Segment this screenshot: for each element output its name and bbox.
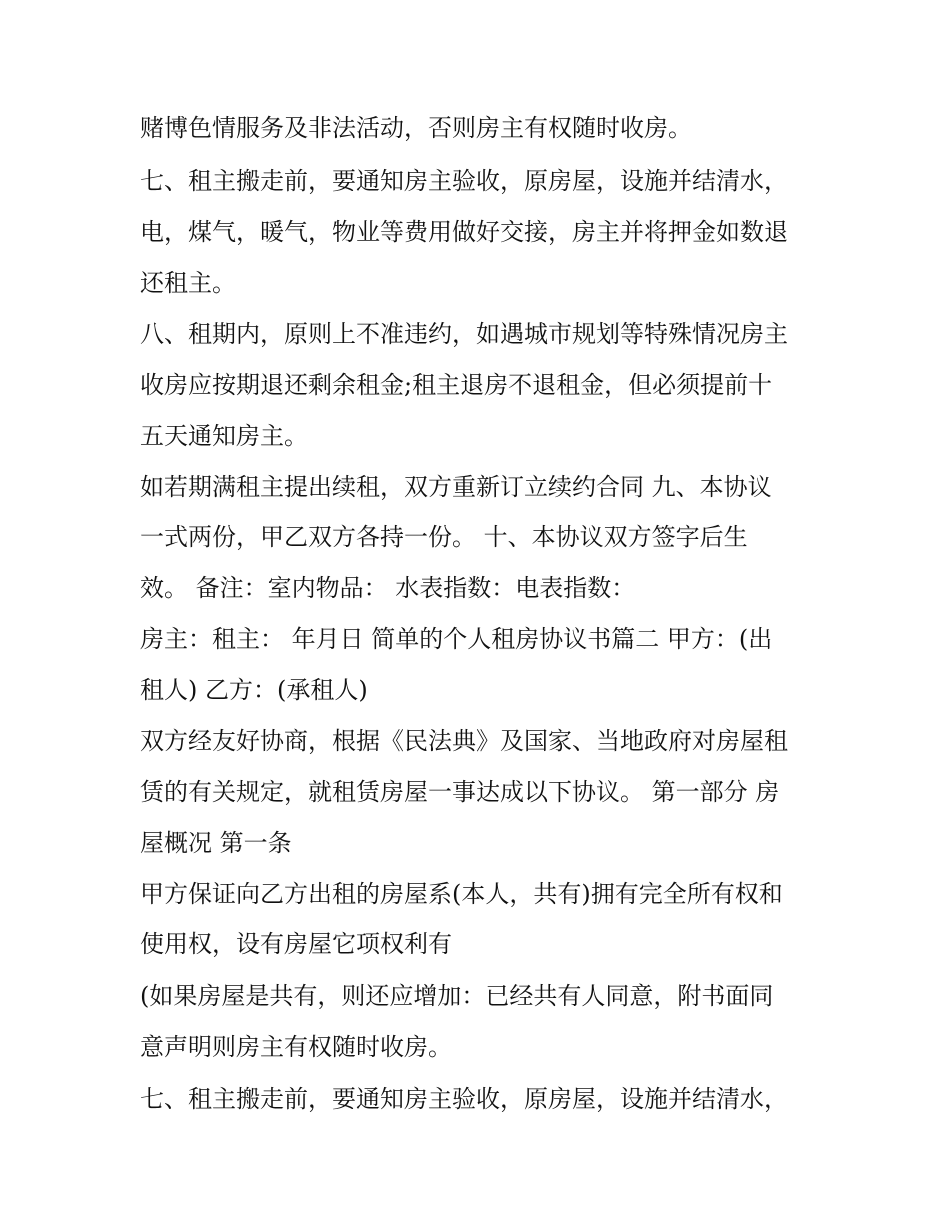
text-line: 甲方保证向乙方出租的房屋系(本人，共有)拥有完全所有权和: [140, 880, 783, 908]
text-line: 双方经友好协商，根据《民法典》及国家、当地政府对房屋租: [140, 727, 788, 755]
text-line: (如果房屋是共有，则还应增加：已经共有人同意，附书面同: [140, 982, 774, 1010]
text-line: 租人) 乙方：(承租人): [140, 676, 368, 704]
text-line: 八、租期内，原则上不准违约，如遇城市规划等特殊情况房主: [140, 320, 788, 348]
text-line: 七、租主搬走前，要通知房主验收，原房屋，设施并结清水，: [140, 167, 788, 195]
text-line: 一式两份，甲乙双方各持一份。 十、本协议双方签字后生: [140, 523, 748, 551]
text-line: 赌博色情服务及非法活动，否则房主有权随时收房。: [140, 114, 692, 142]
text-line: 房主：租主： 年月日 简单的个人租房协议书篇二 甲方：(出: [140, 625, 773, 653]
text-line: 收房应按期退还剩余租金;租主退房不退租金，但必须提前十: [140, 371, 773, 399]
text-line: 如若期满租主提出续租，双方重新订立续约合同 九、本协议: [140, 473, 772, 501]
text-line: 七、租主搬走前，要通知房主验收，原房屋，设施并结清水，: [140, 1085, 788, 1113]
text-line: 还租主。: [140, 269, 236, 297]
text-line: 五天通知房主。: [140, 422, 308, 450]
text-line: 赁的有关规定，就租赁房屋一事达成以下协议。 第一部分 房: [140, 778, 780, 806]
text-line: 电，煤气，暖气，物业等费用做好交接，房主并将押金如数退: [140, 218, 788, 246]
text-line: 效。 备注：室内物品： 水表指数：电表指数：: [140, 574, 636, 602]
text-line: 使用权，设有房屋它项权利有: [140, 930, 452, 958]
text-line: 意声明则房主有权随时收房。: [140, 1033, 452, 1061]
text-line: 屋概况 第一条: [140, 829, 292, 857]
